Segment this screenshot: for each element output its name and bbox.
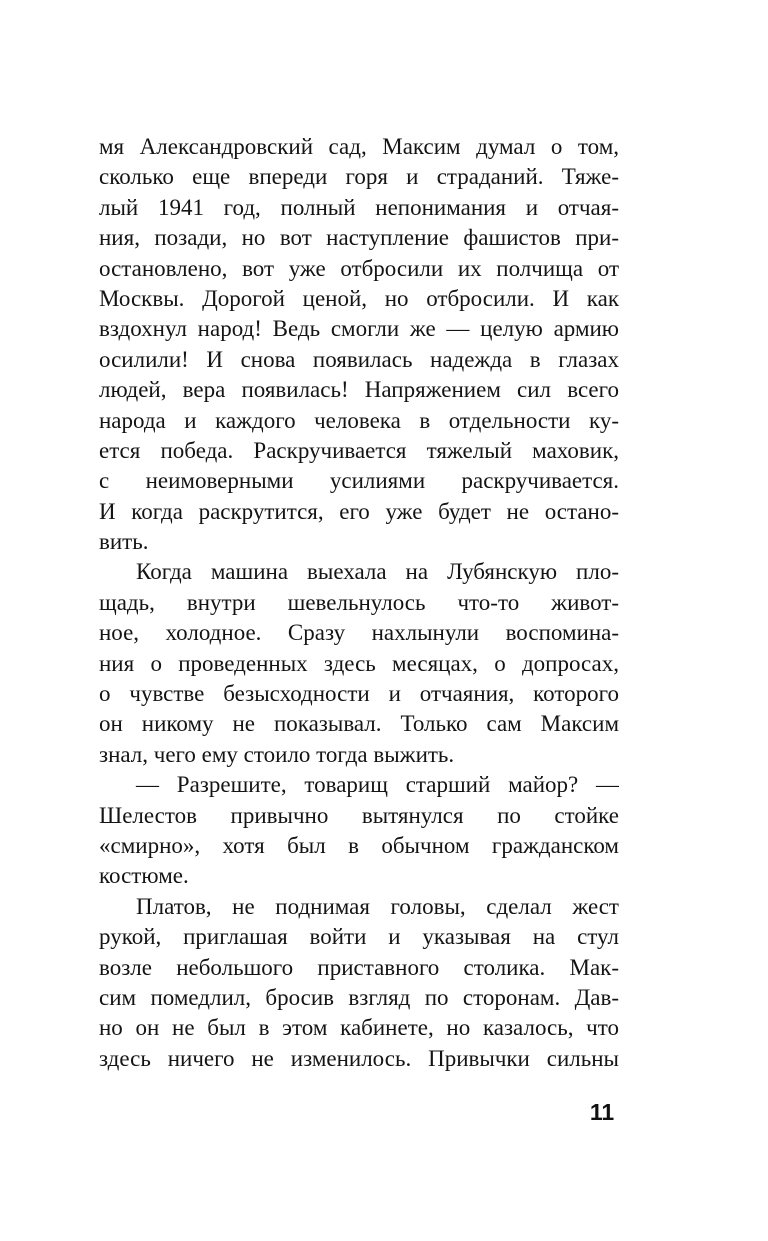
text-line: сколько еще впереди горя и страданий. Тяже- — [99, 164, 619, 190]
text-line: ное, холодное. Сразу нахлынули воспомина- — [99, 620, 619, 646]
text-line: лый 1941 год, полный непонимания и отчая- — [99, 194, 619, 220]
text-line: мя Александровский сад, Максим думал о том, — [99, 134, 619, 159]
text-line: рукой, приглашая войти и указывая на стул — [99, 924, 619, 950]
text-line: народа и каждого человека в отдельности ку- — [99, 407, 619, 433]
text-line: ния, позади, но вот наступление фашистов при- — [99, 225, 619, 251]
text-line: Шелестов привычно вытянулся по стойке — [99, 802, 619, 828]
text-line: — Разрешите, товарищ старший майор? — — [136, 772, 619, 798]
text-line: щадь, внутри шевельнулось что-то живот- — [99, 589, 619, 615]
text-line: о чувстве безысходности и отчаяния, которого — [99, 681, 619, 707]
text-line: вздохнул народ! Ведь смогли же — целую армию — [99, 316, 619, 342]
text-line: знал, чего ему стоило тогда выжить. — [99, 741, 455, 767]
text-line: но он не был в этом кабинете, но казалось, что — [99, 1015, 619, 1041]
text-line: с неимоверными усилиями раскручивается. — [99, 468, 619, 494]
text-line: Платов, не поднимая головы, сделал жест — [136, 893, 619, 919]
text-block — [99, 132, 619, 1074]
text-line: он никому не показывал. Только сам Максим — [99, 711, 619, 737]
text-line: И когда раскрутится, его уже будет не остано- — [99, 498, 619, 524]
text-line: вить. — [99, 529, 149, 555]
text-line: «смирно», хотя был в обычном гражданском — [99, 832, 619, 858]
text-line: Когда машина выехала на Лубянскую пло- — [136, 559, 619, 585]
page-number: 11 — [589, 1099, 615, 1125]
text-line: здесь ничего не изменилось. Привычки сильны — [99, 1045, 619, 1071]
text-line: остановлено, вот уже отбросили их полчища от — [99, 255, 619, 281]
text-line: ния о проведенных здесь месяцах, о допросах, — [99, 650, 619, 676]
text-line: ется победа. Раскручивается тяжелый маховик, — [99, 437, 619, 463]
text-line: сим помедлил, бросив взгляд по сторонам. Дав- — [99, 984, 619, 1010]
text-line: возле небольшого приставного столика. Мак- — [99, 954, 619, 980]
text-line: Москвы. Дорогой ценой, но отбросили. И как — [99, 285, 619, 311]
text-line: осилили! И снова появилась надежда в глазах — [99, 346, 619, 372]
text-line: костюме. — [99, 863, 189, 889]
text-line: людей, вера появилась! Напряжением сил всего — [99, 377, 619, 403]
